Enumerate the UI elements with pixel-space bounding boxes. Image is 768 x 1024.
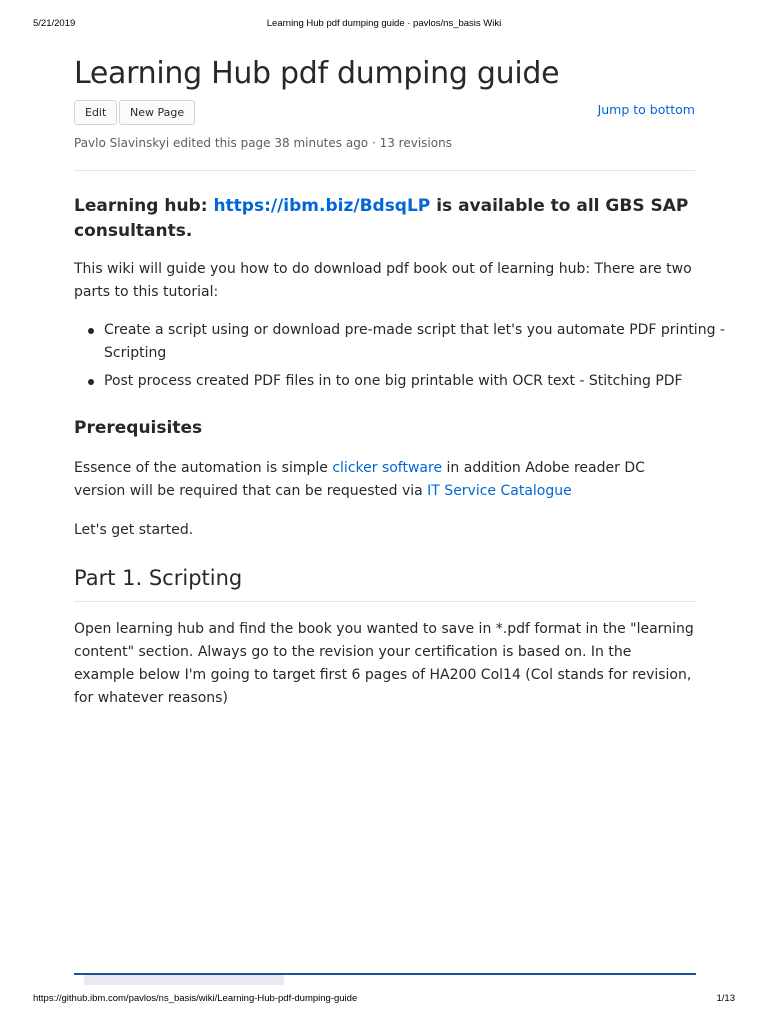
list-item: Create a script using or download pre-made script that let's you automate PDF printing - Scripting [104, 319, 725, 365]
new-page-button[interactable]: New Page [119, 100, 195, 125]
it-service-catalogue-link[interactable]: IT Service Catalogue [427, 483, 572, 499]
part1-paragraph: Open learning hub and find the book you wanted to save in *.pdf format in the "learning content" section. Always go to the revision your certification is based on. In the example below I'm going to target first 6 pages of HA200 Col14 (Col stands for revision, for whatever reasons) [74, 621, 694, 706]
list-item: Post process created PDF files in to one big printable with OCR text - Stitching PDF [104, 370, 725, 393]
page-title: Learning Hub pdf dumping guide [74, 56, 560, 91]
lead-prefix: Learning hub: [74, 196, 214, 216]
get-started-text: Let's get started. [74, 522, 194, 538]
screenshot-image-tab [84, 975, 284, 985]
lead-suffix: is available to all GBS SAP consultants. [74, 196, 689, 241]
learning-hub-heading [74, 194, 695, 244]
revision-meta: Pavlo Slavinskyi edited this page 38 minutes ago · 13 revisions [74, 136, 452, 150]
jump-to-bottom-link[interactable]: Jump to bottom [597, 102, 695, 117]
header-divider [74, 170, 695, 171]
part1-heading: Part 1. Scripting [74, 566, 243, 590]
prerequisites-heading: Prerequisites [74, 418, 203, 438]
print-date: 5/21/2019 [33, 18, 76, 29]
print-url: https://github.ibm.com/pavlos/ns_basis/wiki/Learning-Hub-pdf-dumping-guide [33, 993, 358, 1004]
prerequisites-paragraph [74, 457, 695, 503]
intro-paragraph: This wiki will guide you how to do download pdf book out of learning hub: There are two parts to this tutorial: [74, 261, 692, 300]
edit-button[interactable]: Edit [74, 100, 117, 125]
learning-hub-link[interactable]: https://ibm.biz/BdsqLP [213, 196, 431, 216]
prereq-text-2: in addition Adobe reader DC version will be required that can be requested via [74, 460, 645, 499]
print-title: Learning Hub pdf dumping guide · pavlos/ns_basis Wiki [266, 18, 502, 29]
tutorial-parts-list [74, 319, 725, 398]
clicker-software-link[interactable]: clicker software [332, 460, 443, 476]
print-page-number: 1/13 [716, 993, 735, 1004]
part1-divider [74, 601, 695, 602]
prereq-text-1: Essence of the automation is simple [74, 460, 333, 476]
